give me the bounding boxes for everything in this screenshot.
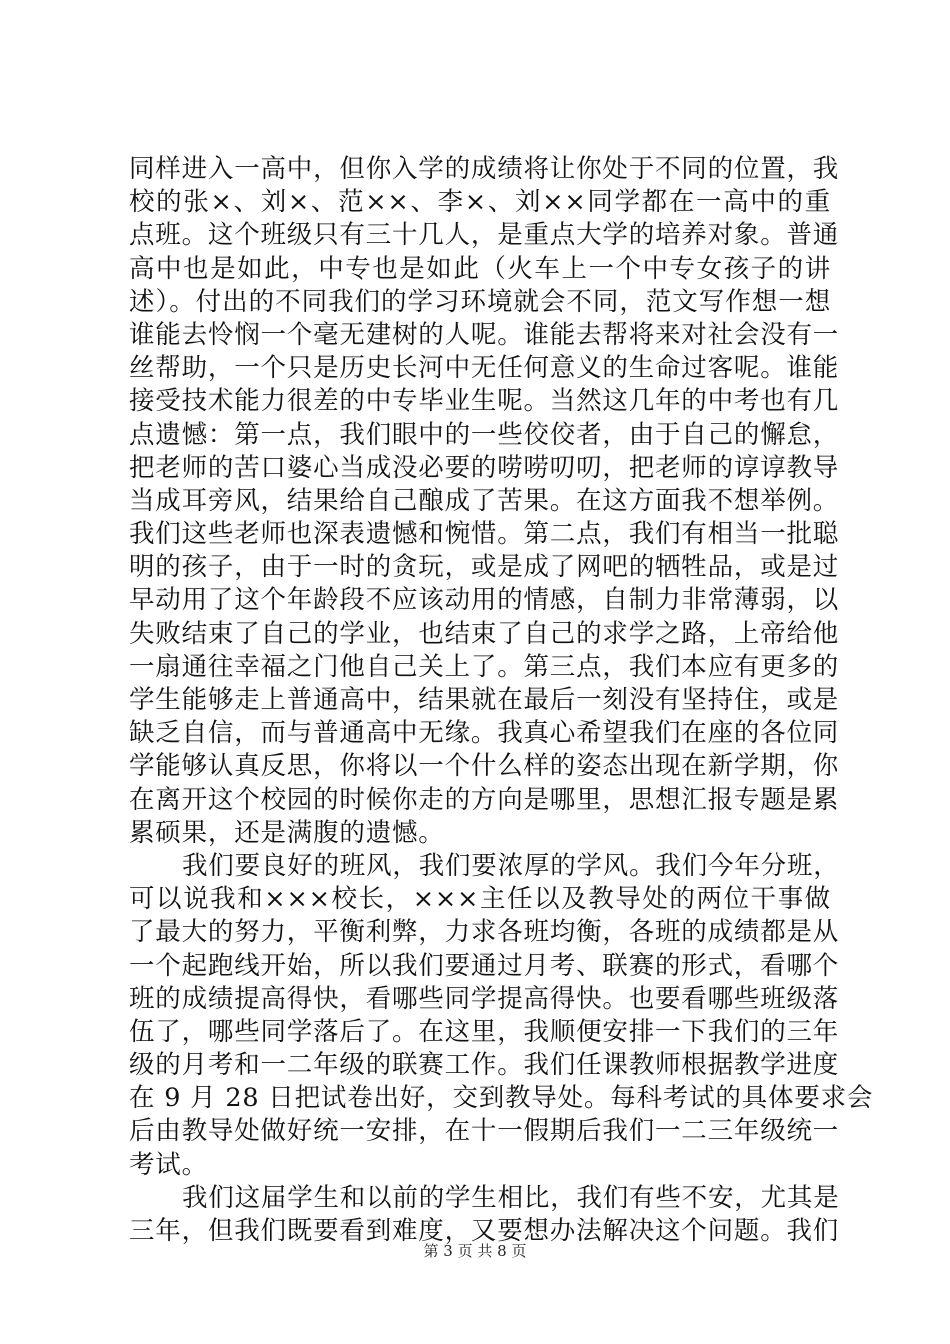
text-line: 班的成绩提高得快，看哪些同学提高得快。也要看哪些班级落 — [129, 983, 840, 1014]
text-line: 丝帮助，一个只是历史长河中无任何意义的生命过客呢。谁能 — [129, 353, 840, 384]
text-line: 考试。 — [129, 1149, 208, 1180]
text-line: 级的月考和一二年级的联赛工作。我们任课教师根据教学进度 — [129, 1050, 840, 1081]
text-line: 一扇通往幸福之门他自己关上了。第三点，我们本应有更多的 — [129, 651, 840, 682]
text-line: 明的孩子，由于一时的贪玩，或是成了网吧的牺牲品，或是过 — [129, 552, 840, 583]
paragraph — [129, 1182, 840, 1248]
text-line: 一个起跑线开始，所以我们要通过月考、联赛的形式，看哪个 — [129, 950, 840, 981]
text-line: 我们这些老师也深表遗憾和惋惜。第二点，我们有相当一批聪 — [129, 519, 840, 550]
text-line: 累硕果，还是满腹的遗憾。 — [129, 817, 445, 848]
text-line: 伍了，哪些同学落后了。在这里，我顺便安排一下我们的三年 — [129, 1016, 840, 1047]
text-line: 当成耳旁风，结果给自己酿成了苦果。在这方面我不想举例。 — [129, 485, 840, 516]
text-line: 谁能去怜悯一个毫无建树的人呢。谁能去帮将来对社会没有一 — [129, 319, 840, 350]
body-text — [129, 153, 874, 1248]
text-line: 同样进入一高中，但你入学的成绩将让你处于不同的位置，我 — [129, 154, 840, 184]
text-line: 三年，但我们既要看到难度，又要想办法解决这个问题。我们 — [129, 1216, 840, 1246]
text-line: 可以说我和×××校长，×××主任以及教导处的两位干事做 — [129, 884, 831, 915]
text-line: 缺乏自信，而与普通高中无缘。我真心希望我们在座的各位同 — [129, 718, 840, 749]
text-line: 学生能够走上普通高中，结果就在最后一刻没有坚持住，或是 — [129, 685, 840, 715]
text-line: 失败结束了自己的学业，也结束了自己的求学之路，上帝给他 — [129, 618, 840, 649]
text-line: 后由教导处做好统一安排，在十一假期后我们一二三年级统一 — [129, 1116, 840, 1147]
text-line: 把老师的苦口婆心当成没必要的唠唠叨叨，把老师的谆谆教导 — [129, 452, 840, 483]
page-footer: 第 3 页 共 8 页 — [423, 1242, 527, 1260]
text-line: 点遗憾：第一点，我们眼中的一些佼佼者，由于自己的懈怠， — [129, 419, 840, 450]
text-line: 高中也是如此，中专也是如此（火车上一个中专女孩子的讲 — [129, 253, 831, 284]
text-line: 学能够认真反思，你将以一个什么样的姿态出现在新学期，你 — [129, 751, 840, 782]
text-line: 点班。这个班级只有三十几人，是重点大学的培养对象。普通 — [129, 220, 840, 251]
text-line: 接受技术能力很差的中专毕业生呢。当然这几年的中考也有几 — [129, 386, 840, 417]
text-line: 校的张×、刘×、范××、李×、刘××同学都在一高中的重 — [129, 187, 831, 218]
paragraph — [129, 153, 840, 850]
text-line: 在 9 月 28 日把试卷出好，交到教导处。每科考试的具体要求会 — [129, 1083, 874, 1114]
paragraph — [129, 850, 874, 1182]
text-line: 述）。付出的不同我们的学习环境就会不同，范文写作想一想 — [129, 286, 831, 317]
text-line: 了最大的努力，平衡利弊，力求各班均衡，各班的成绩都是从 — [129, 917, 840, 948]
text-line: 我们这届学生和以前的学生相比，我们有些不安，尤其是 — [182, 1182, 840, 1213]
text-line: 在离开这个校园的时候你走的方向是哪里，思想汇报专题是累 — [129, 784, 840, 815]
text-line: 早动用了这个年龄段不应该动用的情感，自制力非常薄弱，以 — [129, 585, 840, 616]
text-line: 我们要良好的班风，我们要浓厚的学风。我们今年分班， — [182, 850, 840, 881]
